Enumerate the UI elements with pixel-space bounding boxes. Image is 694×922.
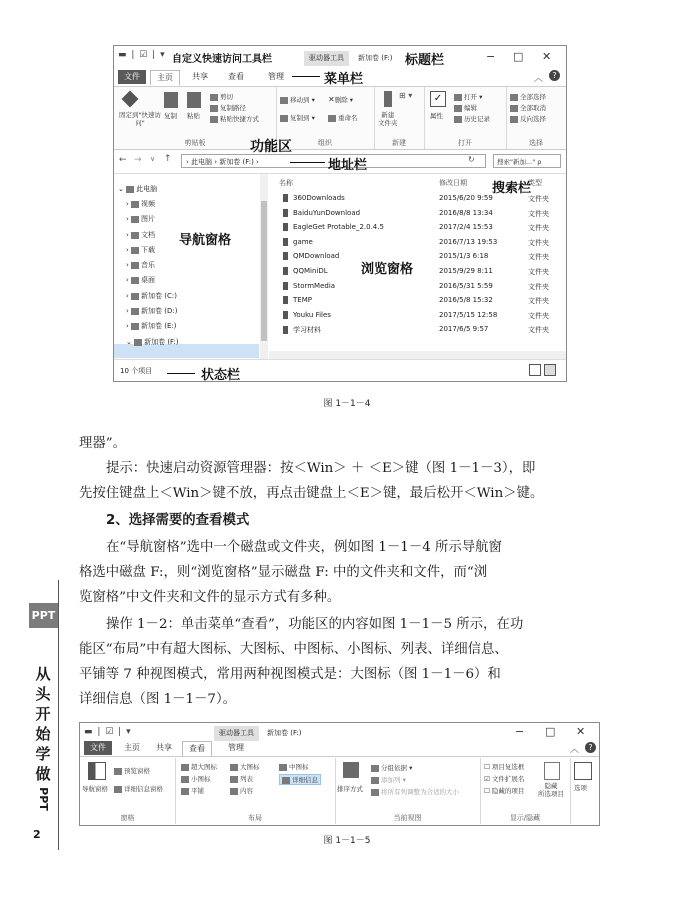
tab-home[interactable]: 主页 (124, 743, 140, 752)
column-header-date[interactable]: 修改日期 (439, 179, 467, 187)
file-date: 2017/2/4 15:53 (439, 223, 493, 232)
chevron-right-icon[interactable]: › (126, 231, 132, 239)
help-icon[interactable]: ? (585, 742, 596, 753)
invert-selection-button[interactable]: 反向选择 (510, 114, 546, 123)
file-row[interactable] (283, 267, 563, 281)
file-date: 2016/7/13 19:53 (439, 237, 498, 246)
file-name: BaiduYunDownload (293, 208, 361, 217)
menu-bar (80, 741, 599, 757)
open-icon (454, 94, 462, 101)
file-type: 文件夹 (528, 326, 549, 335)
nav-item[interactable] (126, 199, 155, 209)
file-date: 2015/1/3 6:18 (439, 252, 489, 261)
select-none-icon (510, 105, 518, 112)
paragraph-line: 格选中磁盘 F:，则“浏览窗格”显示磁盘 F: 中的文件夹和文件，而“浏 (79, 565, 488, 580)
file-name: game (293, 237, 313, 246)
window-title: 新加卷 (F:) (358, 54, 393, 62)
paragraph-line: 览窗格”中文件夹和文件的显示方式有多种。 (79, 590, 341, 605)
file-name: Youku Files (293, 310, 331, 319)
paragraph-line: 能区“布局”中有超大图标、大图标、中图标、小图标、列表、详细信息、 (79, 642, 508, 657)
nav-scrollbar-thumb[interactable] (261, 201, 267, 341)
nav-pane-button[interactable]: 导航窗格 (82, 785, 108, 793)
file-icon (283, 267, 288, 275)
preview-pane-icon (114, 768, 122, 775)
file-row[interactable] (283, 311, 563, 325)
file-row[interactable] (283, 252, 563, 266)
options-button[interactable]: 选项 (574, 784, 587, 792)
chevron-right-icon[interactable]: › (126, 261, 132, 269)
folder-icon (126, 186, 134, 193)
callout-line (290, 162, 325, 163)
file-type: 文件夹 (528, 311, 549, 320)
layout-medium-icons[interactable]: 中图标 (279, 762, 309, 771)
file-name: 学习材料 (293, 326, 321, 335)
group-label: 选择 (529, 139, 543, 147)
ribbon-group-panes (80, 758, 176, 824)
file-name: QMDownload (293, 252, 340, 261)
file-date: 2016/5/8 15:32 (439, 296, 493, 305)
callout-title-bar: 标题栏 (405, 53, 445, 68)
group-label: 窗格 (120, 814, 135, 822)
side-title-char: 始 (35, 725, 51, 743)
properties-check-icon: ✓ (430, 91, 446, 107)
edit-icon (454, 105, 462, 112)
group-label: 布局 (248, 814, 262, 822)
callout-address-bar: 地址栏 (328, 158, 368, 173)
quick-access-toolbar[interactable]: ▬ | ☑ | ▾ (118, 50, 166, 60)
nav-item-label: 新加卷 (D:) (141, 307, 178, 315)
ribbon-group-show-hide (480, 758, 571, 824)
file-icon (283, 223, 288, 231)
chevron-right-icon[interactable]: › (126, 292, 132, 300)
nav-item-label: 新加卷 (F:) (144, 338, 179, 346)
copy-icon (164, 92, 178, 108)
file-type: 文件夹 (528, 209, 549, 218)
copy-to-button[interactable]: 复制到 ▾ (280, 113, 315, 122)
quick-access-toolbar[interactable]: ▬ | ☑ | ▾ (84, 727, 132, 737)
callout-line (167, 373, 195, 374)
tab-share[interactable]: 共享 (192, 72, 208, 81)
hidden-items-toggle[interactable]: ☐ 隐藏的项目 (484, 787, 525, 795)
shortcut-icon (210, 116, 218, 123)
paste-icon (187, 92, 201, 108)
ribbon (114, 87, 566, 150)
chevron-right-icon[interactable]: › (126, 307, 132, 315)
refresh-icon[interactable]: ↻ (468, 155, 475, 164)
file-icon (283, 311, 288, 319)
file-name: StormMedia (293, 281, 336, 290)
size-columns-button[interactable]: 将所有列调整为合适的大小 (371, 787, 459, 796)
item-count: 10 个项目 (120, 367, 153, 375)
content-icon (230, 788, 238, 795)
file-name: 360Downloads (293, 194, 345, 202)
nav-item-label: 下载 (141, 246, 156, 254)
hide-selected-button[interactable]: 隐藏 所选项目 (538, 782, 564, 798)
file-date: 2017/5/15 12:58 (439, 310, 498, 319)
callout-browse-pane: 浏览窗格 (361, 262, 414, 277)
callout-status-bar: 状态栏 (201, 368, 241, 383)
side-rule (58, 580, 59, 850)
small-icons-icon (181, 776, 189, 783)
nav-item-label: 新加卷 (E:) (141, 322, 177, 330)
folder-icon (131, 308, 139, 315)
edit-button[interactable]: 编辑 (454, 103, 477, 112)
file-date: 2015/9/29 8:11 (439, 267, 493, 275)
nav-item[interactable] (126, 260, 155, 270)
nav-item[interactable] (118, 184, 157, 194)
window-title: 新加卷 (F:) (267, 729, 302, 737)
context-tab-drive-tools[interactable]: 驱动器工具 (214, 726, 259, 741)
figure-caption: 图 1－1－4 (323, 399, 371, 409)
side-tag: PPT (29, 603, 58, 628)
file-date: 2017/6/5 9:57 (439, 325, 489, 334)
cut-button[interactable]: 剪切 (210, 92, 233, 101)
details-view-icon[interactable] (529, 364, 541, 376)
chevron-right-icon[interactable]: › (126, 246, 132, 254)
ribbon-group-new (374, 87, 425, 149)
status-bar (114, 359, 566, 382)
nav-item[interactable] (126, 306, 177, 316)
scissors-icon (210, 94, 218, 101)
folder-icon (131, 232, 139, 239)
callout-search-bar: 搜索栏 (492, 181, 532, 196)
context-tab-drive-tools[interactable]: 驱动器工具 (304, 51, 349, 66)
details-pane-icon (114, 786, 122, 793)
address-path: › 此电脑 › 新加卷 (F:) › (186, 158, 259, 166)
folder-icon (131, 277, 139, 284)
ribbon-group-layout (175, 758, 336, 824)
file-icon (283, 326, 288, 334)
copy-path-icon (210, 105, 218, 112)
add-columns-icon (371, 777, 379, 784)
file-type: 文件夹 (528, 253, 549, 262)
ribbon-group-open (424, 87, 507, 149)
file-name: TEMP (293, 296, 312, 305)
nav-item-label: 文档 (141, 231, 156, 239)
file-row[interactable] (283, 296, 563, 310)
pin-icon (122, 91, 139, 108)
file-row[interactable] (283, 238, 563, 252)
tip-line-2: 先按住键盘上＜Win＞键不放，再点击键盘上＜E＞键，最后松开＜Win＞键。 (79, 486, 544, 501)
maximize-icon[interactable]: □ (513, 50, 524, 63)
chevron-right-icon[interactable]: › (126, 215, 132, 223)
select-all-button[interactable]: 全部选择 (510, 92, 546, 101)
side-title-char: 开 (35, 705, 51, 723)
up-arrow-icon[interactable]: ↑ (164, 154, 172, 164)
tiles-icon (181, 788, 189, 795)
add-columns-button[interactable]: 添加列 ▾ (371, 775, 406, 784)
side-title-char: 做 (35, 765, 51, 783)
chevron-right-icon[interactable]: › (126, 322, 132, 330)
xl-icons-icon (181, 764, 189, 771)
tab-share[interactable]: 共享 (156, 743, 172, 752)
nav-item-label: 桌面 (141, 276, 156, 284)
file-row[interactable] (283, 209, 563, 223)
file-date: 2016/8/8 13:34 (439, 208, 493, 217)
paste-button[interactable]: 粘贴 (187, 112, 200, 120)
file-type: 文件夹 (528, 297, 549, 306)
invert-selection-icon (510, 116, 518, 123)
chevron-right-icon[interactable]: › (126, 200, 132, 208)
copy-to-icon (280, 115, 288, 122)
help-icon[interactable]: ? (549, 70, 560, 81)
options-icon (574, 762, 592, 780)
file-type: 文件夹 (528, 224, 549, 233)
tab-file[interactable]: 文件 (118, 70, 146, 84)
nav-pane-icon (88, 762, 106, 780)
item-checkboxes-toggle[interactable]: ☐ 项目复选框 (484, 763, 525, 771)
group-by-icon (371, 765, 379, 772)
callout-line (292, 76, 320, 77)
callout-qat: 自定义快速访问工具栏 (172, 54, 272, 65)
group-label: 新建 (392, 139, 406, 147)
file-icon (283, 194, 288, 202)
chevron-right-icon[interactable]: ⌄ (126, 338, 135, 346)
hide-selected-icon (544, 762, 560, 780)
file-type: 文件夹 (528, 195, 549, 203)
pin-quick-access-button[interactable]: 固定到"快速访问" (119, 111, 161, 127)
file-date: 2016/5/31 5:59 (439, 281, 493, 290)
new-folder-icon (384, 91, 392, 107)
nav-item-label: 视频 (141, 200, 156, 208)
nav-item-label: 图片 (141, 215, 156, 223)
new-folder-button[interactable]: 新建 文件夹 (378, 111, 398, 127)
explorer-window-figure (113, 45, 567, 382)
side-title-char: 从 (35, 665, 51, 683)
group-label: 组织 (318, 139, 332, 147)
medium-icons-icon (279, 764, 287, 771)
tab-view[interactable]: 查看 (182, 741, 212, 756)
history-icon (454, 116, 462, 123)
paragraph-line: 详细信息（图 1－1－7）。 (79, 692, 237, 707)
history-button[interactable]: 历史记录 (454, 114, 490, 123)
file-list (269, 174, 566, 359)
move-to-button[interactable]: 移动到 ▾ (280, 95, 315, 104)
nav-item-label: 新加卷 (C:) (141, 292, 177, 300)
nav-item-label: 此电脑 (136, 185, 158, 193)
paragraph-line: 理器”。 (79, 436, 127, 451)
folder-icon (131, 262, 139, 269)
layout-details[interactable]: 详细信息 (279, 774, 321, 785)
size-columns-icon (371, 789, 379, 796)
paragraph-line: 平铺等 7 种视图模式，常用两种视图模式是：大图标（图 1－1－6）和 (79, 667, 501, 682)
back-arrow-icon[interactable]: ← (119, 155, 127, 165)
nav-item[interactable] (126, 337, 179, 347)
select-none-button[interactable]: 全部取消 (510, 103, 546, 112)
recent-chevron-icon[interactable]: ∨ (150, 155, 156, 163)
tip-line-1: 提示：快速启动资源管理器：按＜Win＞ ＋ ＜E＞键（图 1－1－3），即 (106, 461, 536, 476)
unchecked-box-icon: ☐ (484, 787, 490, 795)
chevron-right-icon[interactable]: › (126, 276, 132, 284)
layout-small-icons[interactable]: 小图标 (181, 774, 211, 783)
file-name: EagleGet Protable_2.0.4.5 (293, 223, 384, 232)
callout-ribbon: 功能区 (250, 139, 292, 155)
callout-nav-pane: 导航窗格 (179, 233, 232, 248)
details-icon (282, 777, 290, 784)
copy-path-button[interactable]: 复制路径 (210, 103, 246, 112)
layout-extra-large-icons[interactable]: 超大图标 (181, 762, 217, 771)
column-header-name[interactable]: 名称 (279, 179, 293, 187)
checked-box-icon: ☑ (484, 775, 490, 783)
section-heading: 2、选择需要的查看模式 (106, 513, 250, 528)
rename-button[interactable]: 重命名 (328, 113, 358, 122)
group-label: 当前视图 (393, 814, 422, 822)
figure-caption: 图 1－1－5 (323, 836, 371, 846)
group-label: 显示/隐藏 (509, 814, 541, 822)
ribbon-group-select (506, 87, 566, 149)
nav-item[interactable] (126, 214, 155, 224)
tab-view[interactable]: 查看 (228, 72, 244, 81)
page-number: 2 (33, 828, 41, 841)
file-row[interactable] (283, 325, 563, 339)
move-icon (280, 97, 288, 104)
paragraph-line: 操作 1－2：单击菜单“查看”，功能区的内容如图 1－1－5 所示，在功 (106, 617, 524, 632)
properties-button[interactable]: 属性 (430, 112, 443, 120)
maximize-icon[interactable]: □ (545, 725, 556, 738)
horizontal-scrollbar[interactable] (269, 351, 566, 359)
tab-file[interactable]: 文件 (84, 741, 112, 755)
file-type: 文件夹 (528, 268, 549, 276)
nav-item[interactable] (126, 275, 155, 285)
folder-icon (131, 293, 139, 300)
paragraph-line: 在“导航窗格”选中一个磁盘或文件夹，例如图 1－1－4 所示导航窗 (106, 540, 502, 555)
open-button[interactable]: 打开 ▾ (454, 92, 482, 101)
file-icon (283, 282, 288, 290)
group-by-button[interactable]: 分组依据 ▾ (371, 763, 412, 772)
close-icon[interactable]: ✕ (542, 50, 552, 63)
file-icon (283, 209, 288, 217)
folder-icon (134, 339, 142, 346)
nav-item[interactable] (126, 291, 177, 301)
sort-icon (343, 762, 359, 778)
chevron-up-icon[interactable]: ︿ (534, 74, 544, 84)
list-icon (230, 776, 238, 783)
large-icons-icon (230, 764, 238, 771)
file-date: 2015/6/20 9:59 (439, 194, 493, 202)
paste-shortcut-button[interactable]: 粘贴快捷方式 (210, 114, 259, 123)
tab-manage[interactable]: 管理 (228, 743, 244, 752)
tab-manage[interactable]: 管理 (268, 72, 284, 81)
column-header-type[interactable]: 类型 (528, 179, 542, 187)
ribbon-view-figure (79, 722, 600, 826)
file-type: 文件夹 (528, 282, 549, 291)
new-item-icon[interactable]: ⊞ ▾ (399, 91, 413, 100)
chevron-up-icon[interactable]: ︿ (570, 745, 580, 755)
file-row[interactable] (283, 282, 563, 296)
rename-icon (328, 115, 336, 122)
layout-tiles[interactable]: 平铺 (181, 786, 204, 795)
side-title-char: 学 (35, 745, 51, 763)
file-icon (283, 296, 288, 304)
file-icon (283, 252, 288, 260)
copy-button[interactable]: 复制 (164, 112, 177, 120)
side-title-char: PPT (37, 787, 50, 811)
folder-icon (131, 201, 139, 208)
callout-menu-bar: 菜单栏 (324, 72, 364, 87)
delete-button[interactable]: ✕删除 ▾ (328, 95, 354, 104)
file-icon (283, 238, 288, 246)
nav-item-label: 音乐 (141, 261, 156, 269)
sort-by-button[interactable]: 排序方式 (337, 785, 363, 793)
layout-large-icons[interactable]: 大图标 (230, 762, 260, 771)
side-title-char: 头 (35, 685, 51, 703)
unchecked-box-icon: ☐ (484, 763, 490, 771)
details-pane-button[interactable]: 详细信息窗格 (114, 784, 163, 793)
file-row[interactable] (283, 223, 563, 237)
preview-pane-button[interactable]: 预览窗格 (114, 766, 150, 775)
select-all-icon (510, 94, 518, 101)
minimize-icon[interactable]: − (486, 50, 496, 63)
file-name: QQMiniDL (293, 267, 328, 275)
group-label: 剪贴板 (184, 139, 206, 147)
forward-arrow-icon[interactable]: → (134, 155, 142, 165)
group-label: 打开 (458, 139, 472, 147)
tab-home[interactable]: 主页 (150, 70, 180, 85)
ribbon-group-current-view (335, 758, 481, 824)
file-extensions-toggle[interactable]: ☑ 文件扩展名 (484, 775, 525, 783)
file-row[interactable] (283, 194, 563, 208)
folder-icon (131, 247, 139, 254)
close-icon[interactable]: ✕ (576, 725, 586, 738)
search-input[interactable]: 搜索"新加..." ρ (493, 154, 561, 168)
folder-icon (131, 216, 139, 223)
file-type: 文件夹 (528, 238, 549, 247)
folder-icon (131, 323, 139, 330)
layout-content[interactable]: 内容 (230, 786, 253, 795)
delete-x-icon: ✕ (328, 95, 335, 104)
large-icons-view-icon[interactable] (544, 364, 556, 376)
nav-item[interactable] (126, 321, 177, 331)
layout-list[interactable]: 列表 (230, 774, 253, 783)
nav-item[interactable] (126, 230, 155, 240)
minimize-icon[interactable]: − (515, 725, 525, 738)
nav-item[interactable] (126, 245, 155, 255)
chevron-down-icon[interactable]: ⌄ (118, 185, 127, 193)
